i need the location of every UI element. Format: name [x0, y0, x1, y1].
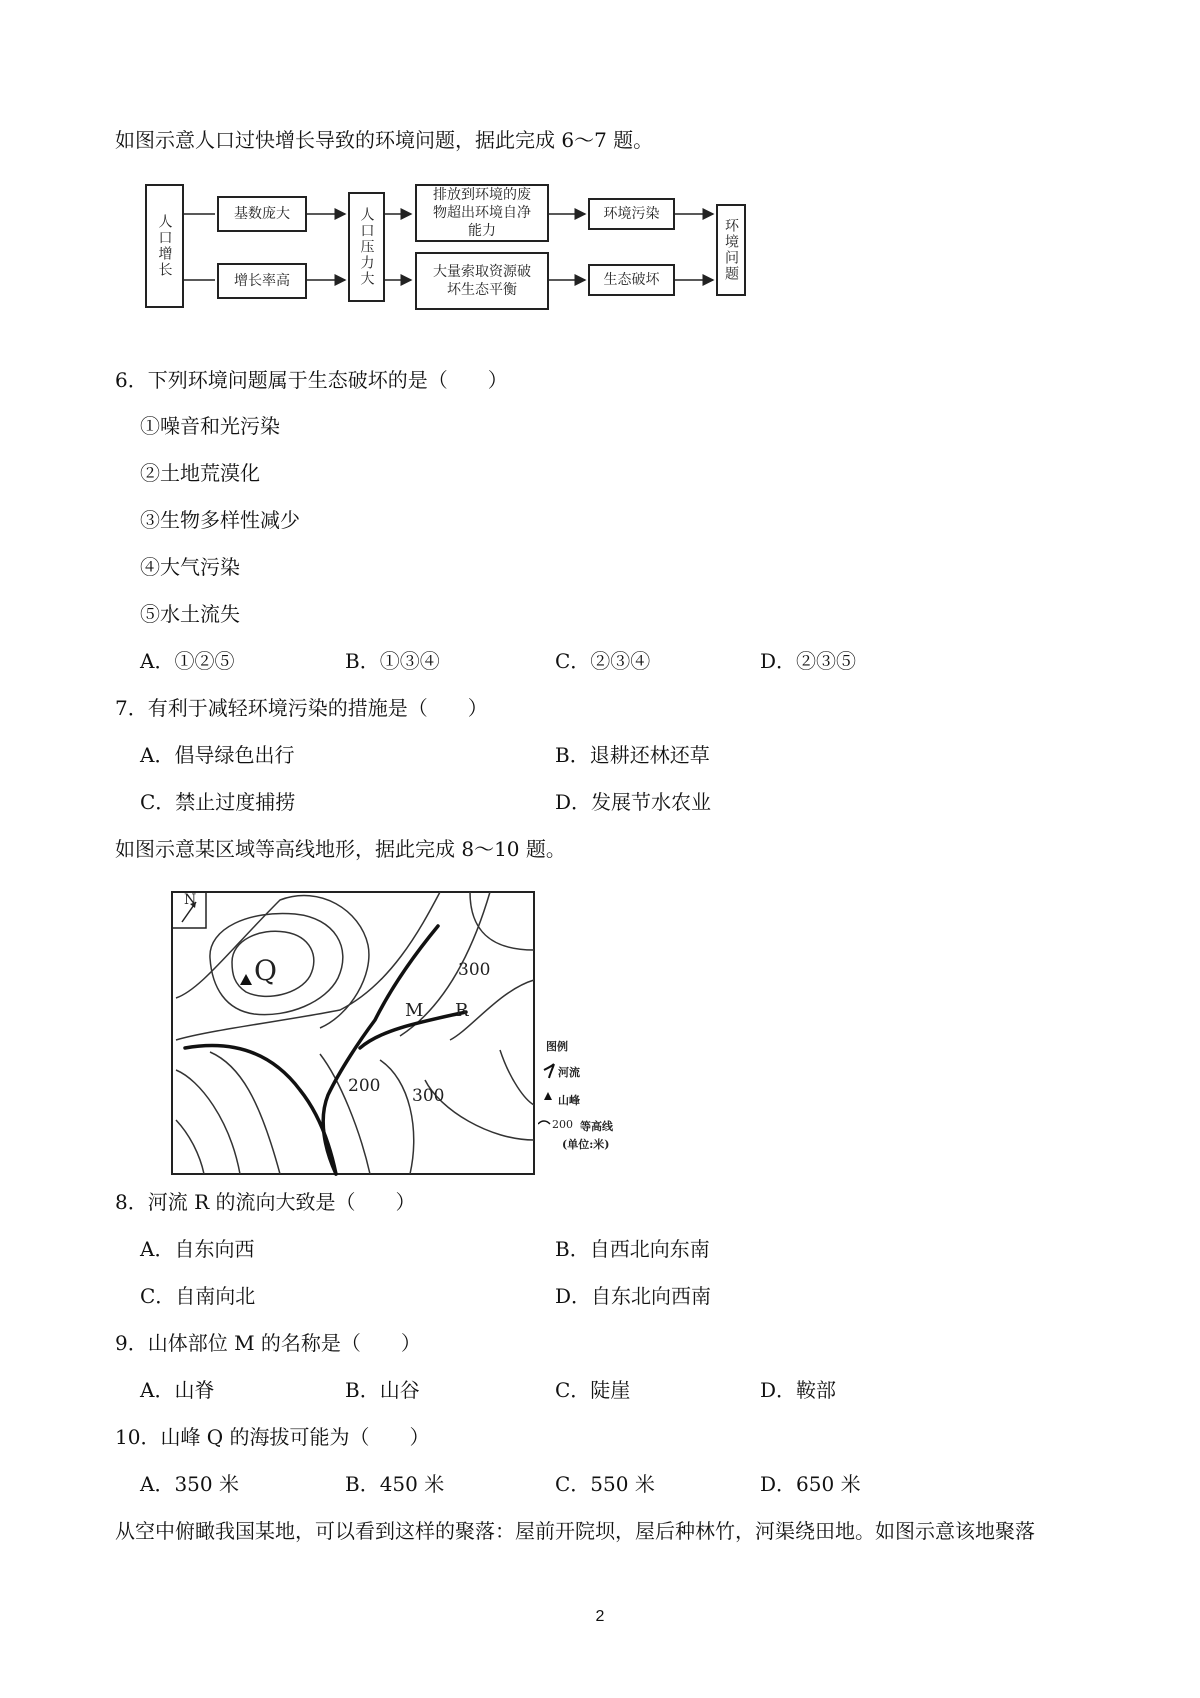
- q9-option-d: D．鞍部: [760, 1378, 837, 1402]
- q10-option-c: C．550 米: [555, 1472, 655, 1496]
- legend-contour-value: 200: [552, 1118, 573, 1131]
- legend-river-icon: [544, 1064, 554, 1078]
- q7-option-d: D．发展节水农业: [555, 790, 712, 814]
- q6-option-d: D．②③⑤: [760, 649, 857, 673]
- box-waste-exceeds: 排放到环境的废物超出环境自净能力: [415, 184, 549, 242]
- contour-line: [176, 892, 440, 1040]
- contour-lines: [176, 892, 534, 1174]
- contour-label-300-top: 300: [458, 960, 491, 980]
- peak-icon: [240, 974, 252, 985]
- q6-stem: 6．下列环境问题属于生态破坏的是（ ）: [115, 368, 508, 392]
- q6-option-b: B．①③④: [345, 649, 440, 673]
- contour-map: [170, 890, 670, 1180]
- box-high-rate: 增长率高: [217, 263, 307, 299]
- contour-line: [470, 892, 534, 950]
- map-frame: [172, 892, 534, 1174]
- q8-option-c: C．自南向北: [140, 1284, 256, 1308]
- population-flowchart: [145, 178, 805, 328]
- contour-line: [176, 1120, 204, 1174]
- q6-option-c: C．②③④: [555, 649, 651, 673]
- q8-option-a: A．自东向西: [140, 1237, 255, 1261]
- q9-stem: 9．山体部位 M 的名称是（ ）: [115, 1331, 421, 1355]
- q10-option-d: D．650 米: [760, 1472, 861, 1496]
- peak-q-label: Q: [254, 954, 277, 987]
- river-tributary: [323, 926, 438, 1174]
- contour-label-300-bottom: 300: [412, 1086, 445, 1106]
- box-resource-damage: 大量索取资源破坏生态平衡: [415, 252, 549, 310]
- legend-peak-icon: [544, 1092, 552, 1100]
- legend-peak: 山峰: [558, 1094, 580, 1107]
- q7-option-b: B．退耕还林还草: [555, 743, 710, 767]
- contour-line: [500, 1050, 534, 1105]
- legend-unit: (单位:米): [562, 1138, 610, 1151]
- q10-option-b: B．450 米: [345, 1472, 445, 1496]
- label-m: M: [405, 1000, 424, 1021]
- q6-item-1: ①噪音和光污染: [140, 414, 280, 438]
- box-pollution: 环境污染: [588, 198, 675, 230]
- contour-line: [176, 1070, 240, 1174]
- q7-option-c: C．禁止过度捕捞: [140, 790, 296, 814]
- legend-title: 图例: [546, 1040, 568, 1053]
- intro-text-6-7: 如图示意人口过快增长导致的环境问题，据此完成 6～7 题。: [115, 128, 654, 152]
- q8-option-d: D．自东北向西南: [555, 1284, 712, 1308]
- q10-option-a: A．350 米: [140, 1472, 239, 1496]
- contour-line: [380, 1060, 414, 1174]
- box-population-pressure: 人口压力大: [348, 192, 385, 302]
- q6-item-5: ⑤水土流失: [140, 602, 240, 626]
- q8-stem: 8．河流 R 的流向大致是（ ）: [115, 1190, 416, 1214]
- contour-line: [210, 1052, 280, 1174]
- q9-option-a: A．山脊: [140, 1378, 215, 1402]
- q6-item-4: ④大气污染: [140, 555, 240, 579]
- q10-stem: 10．山峰 Q 的海拔可能为（ ）: [115, 1425, 430, 1449]
- legend-river: 河流: [558, 1066, 580, 1079]
- rivers: [185, 926, 466, 1174]
- q7-stem: 7．有利于减轻环境污染的措施是（ ）: [115, 696, 488, 720]
- box-eco-damage: 生态破坏: [588, 264, 675, 296]
- q9-option-c: C．陡崖: [555, 1378, 631, 1402]
- q7-option-a: A．倡导绿色出行: [140, 743, 295, 767]
- north-label: N: [184, 892, 197, 908]
- label-r: R: [455, 1000, 469, 1021]
- q8-option-b: B．自西北向东南: [555, 1237, 710, 1261]
- box-large-base: 基数庞大: [217, 196, 307, 232]
- river-main: [185, 1045, 336, 1174]
- q6-option-a: A．①②⑤: [140, 649, 235, 673]
- box-environmental-problem: 环境问题: [716, 204, 746, 296]
- q9-option-b: B．山谷: [345, 1378, 420, 1402]
- intro-text-8-10: 如图示意某区域等高线地形，据此完成 8～10 题。: [115, 837, 566, 861]
- legend-contour-icon: [538, 1121, 550, 1124]
- q6-item-2: ②土地荒漠化: [140, 461, 260, 485]
- box-population-growth: 人口增长: [145, 184, 184, 308]
- contour-label-200: 200: [348, 1076, 381, 1096]
- page-number: 2: [595, 1608, 605, 1625]
- q6-item-3: ③生物多样性减少: [140, 508, 300, 532]
- intro-text-settlement: 从空中俯瞰我国某地，可以看到这样的聚落：屋前开院坝，屋后种林竹，河渠绕田地。如图示意该地聚落: [115, 1519, 1035, 1543]
- legend-contour: 等高线: [580, 1120, 613, 1133]
